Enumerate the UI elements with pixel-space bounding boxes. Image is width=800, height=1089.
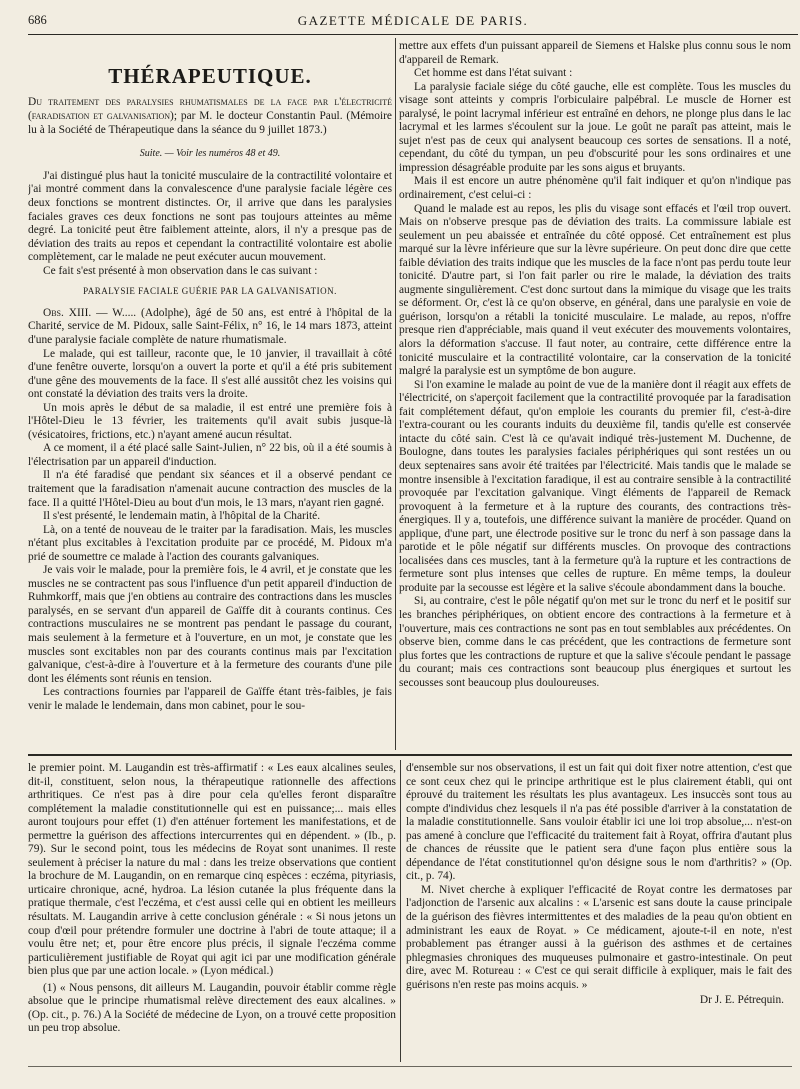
paragraph: Là, on a tenté de nouveau de le traiter par la faradisation. Mais, les muscles n'étant plus excitables à l'excitation produite par ce procédé, M. Pidoux m'a prié de soumettre ce malade à l'action des courants galvaniques.: [28, 523, 392, 563]
column-2: [399, 40, 791, 752]
article-subtitle: [28, 96, 392, 137]
paragraph: Si l'on examine le malade au point de vue de la manière dont il réagit aux effets de l'électricité, on s'aperçoit facilement que la contractilité provoquée par la faradisation fait complétement défaut, qu'on emploie les courants du premier fil, c'est-à-dire l'extra-courant ou les courants induits du deuxième fil, tandis qu'elle est conservée intacte du côté sain. C'est là ce qu'avait indiqué très-justement M. Duchenne, de Boulogne, dans toutes les paralysies faciales périphériques qui sont restées un ou deux septenaires sans avoir été traitées par l'électricité. Mais tandis que le malade se montre insensible à l'excitation faradique, il est au contraire sensible à la contractilité provoquée par l'excitation galvanique. Vingt éléments de l'appareil de Remack provoquent à la fermeture et à la rupture des courants, des contractions très-énergiques. Il y a, toutefois, une différence suivant la manière de procéder. Quand on applique, d'une part, une électrode positive sur le tronc du nerf à son passage dans la parotide et le pôle négatif sur différents muscles. On provoque des contractions localisées dans ces muscles, tant à la fermeture qu'à la rupture et les contractions de fermeture sont plus intenses que celles de rupture. En même temps, la douleur produite par la secousse est légère et la salive s'écoule abondamment dans la bouche.: [399, 378, 791, 594]
paragraph: Il s'est présenté, le lendemain matin, à l'hôpital de la Charité.: [43, 510, 321, 523]
paragraph: La paralysie faciale siége du côté gauche, elle est complète. Tous les muscles du visage sont atteints y compris l'orbiculaire palpébral. Le muscle de Horner est paralysé, le point lacrymal inférieur est entraîné en dehors, ne plonge plus dans le lac lacrymal et les larmes s'écoulent sur la joue. Le goût ne paraît pas atteint, mais le sujet n'est pas de ceux qui analysent beaucoup ces sortes de sensations. Il a noté, cependant, du côté du tympan, un peu d'obscurité pour les sons ordinaires et une impression désagréable produite par les sons aigus et bruyants.: [399, 80, 791, 174]
page-number: 686: [28, 13, 47, 27]
section-title: THÉRAPEUTIQUE.: [108, 64, 312, 88]
paragraph: Si, au contraire, c'est le pôle négatif qu'on met sur le tronc du nerf et le positif sur les branches périphériques, on obtient encore des contractions à la fermeture et à l'ouverture, mais ces contractions ne sont pas en tout semblables aux précédentes. On observe bien, comme dans le cas précédent, que les contractions de fermeture sont plus fortes que les contractions de rupture et que la salive s'écoule pendant le passage du courant; mais ces contractions sont beaucoup plus énergiques et surtout les secousses sont beaucoup plus douloureuses.: [399, 595, 791, 689]
paragraph: Un mois après le début de sa maladie, il est entré une première fois à l'Hôtel-Dieu le 13 février, les traitements qu'il avait subis jusque-là (vésicatoires, frictions, etc.) n'ayant amené aucun résultat.: [28, 401, 392, 441]
paragraph: le premier point. M. Laugandin est très-affirmatif : « Les eaux alcalines seules, dit-il, constituent, selon nous, la thérapeutique rationnelle des affections arthritiques. Ce n'est pas à dire pour cela qu'elles feront disparaître complétement la maladie constitutionnelle qui est en puissance;... mais elles auront toujours pour effet (1) d'en atténuer fortement les manifestations, et de permettre la guérison des affections intercurrentes qui en dépendent. » (Ib., p. 79). Sur le second point, tous les médecins de Royat sont unanimes. Il reste seulement à préciser la nature du mal : dans les treize observations que contient la brochure de M. Laugandin, on en remarque cinq espèces : eczéma, pityriasis, urticaire chronique, acné, hydroa. La lésion cutanée la plus fréquente dans la pratique thermale, c'est l'eczéma, et c'est aussi celle qui en obtient les meilleurs résultats. M. Laugandin arrive à cette conclusion générale : « Si nous jetons un coup d'œil pour prétendre formuler une doctrine à l'abri de toute attaque; il a voulu être net; et, pour être encore plus précis, il signale l'eczéma comme particulièrement justifiable de Royat qui agit ici par une modification générale bien plus que par une action locale. » (Lyon médical.): [28, 762, 396, 978]
column-divider: [395, 38, 396, 750]
paragraph: Quand le malade est au repos, les plis du visage sont effacés et l'œil trop ouvert. Mais on n'observe presque pas de déviation des traits. La commissure labiale est seulement un peu abaissée et entraînée du côté opposé. Cet entraînement est plus marqué sur la lèvre inférieure que sur la lèvre supérieure. On peut donc dire que cette faible déviation des traits indique que les muscles de la face n'ont pas perdu toute leur tonicité. D'autre part, si l'on fait parler ou rire le malade, la déviation des traits augmente singulièrement. C'est donc surtout dans la mimique du visage que les traits se déforment. Or, c'est là ce qu'on observe, en général, dans une paralysie en voie de guérison, lorsqu'on a rétabli la tonicité musculaire. Le malade, au repos, n'offre presque rien d'appréciable, mais quand il veut exécuter des mouvements volontaires, alors la déformation s'accuse. Il faut noter, au contraire, cette différence entre la tonicité musculaire et la contractilité volontaire, car la conservation de la tonicité malgré la paralysie est un symptôme de bon augure.: [399, 202, 791, 378]
column-1: [28, 40, 392, 752]
continuation-note: Suite. — Voir les numéros 48 et 49.: [139, 148, 281, 160]
paragraph: Le malade, qui est tailleur, raconte que, le 10 janvier, il travaillait à côté d'une fenêtre ouverte, lorsqu'on a ouvert la porte et qu'il a été pris subitement d'une gêne des mouvements de la face. Il s'est allé aussitôt chez les voisins qui ont constaté la déviation des traits vers la droite.: [28, 347, 392, 401]
case-caption: PARALYSIE FACIALE GUÉRIE PAR LA GALVANISATION.: [83, 286, 337, 297]
column-4: [406, 762, 792, 1062]
paragraph: A ce moment, il a été placé salle Saint-Julien, n° 22 bis, où il a été soumis à l'électrisation par un appareil d'induction.: [28, 442, 392, 468]
paragraph: Ce fait s'est présenté à mon observation dans le cas suivant :: [43, 264, 318, 277]
page-header: [28, 10, 798, 35]
paragraph: Mais il est encore un autre phénomène qu'il fait indiquer et qu'on n'indique pas ordinairement, c'est celui-ci :: [399, 175, 791, 202]
paragraph: mettre aux effets d'un puissant appareil de Siemens et Halske plus connu sous le nom d'appareil de Remark.: [399, 40, 791, 66]
observation-label: Obs. XIII.: [43, 306, 92, 319]
journal-title: GAZETTE MÉDICALE DE PARIS.: [297, 13, 529, 28]
article-subtitle-lead: Du traitement des paralysies rhumatismales de la face par l'électricité (faradisation et galvanisation);: [28, 96, 392, 122]
author-signature: Dr J. E. Pétrequin.: [699, 994, 784, 1007]
paragraph: Je vais voir le malade, pour la première fois, le 4 avril, et je constate que les muscles ne se contractent pas sous l'influence d'un petit appareil d'induction de Ruhmkorff, mais que j'en obtiens au contraire des contractions dans les muscles paralysés, en se servant d'un appareil de Gaïffe dit à courants continus. Ces contractions musculaires ne se montrent pas pendant le passage du courant, mais seulement à la fermeture et à l'ouverture, en un mot, je constate que les muscles sont excitables non par des courants continus mais par l'excitation galvanique, c'est-à-dire à l'ouverture et à la fermeture des courants d'une pile dont les éléments sont réunis en tension.: [28, 564, 392, 685]
column-3: [28, 762, 396, 1062]
observation-paragraph: [28, 307, 392, 348]
bottom-rule: [28, 1066, 792, 1067]
paragraph: J'ai distingué plus haut la tonicité musculaire de la contractilité volontaire et j'ai montré comment dans la convalescence d'une paralysie faciale légère ces deux fonctions se montrent distinctes. Or, il arrive que dans les paralysies faciales graves ces deux fonctions ne sont pas toujours atteintes au même degré. La tonicité peut être faiblement atteinte, alors, il n'y a presque pas de déviation des traits au repos et cependant la contractilité volontaire est abolie complètement, car le malade ne peut exécuter aucun mouvement.: [28, 169, 392, 264]
observation-text: — W..... (Adolphe), âgé de 50 ans, est entré à l'hôpital de la Charité, service de M. Pidoux, salle Saint-Félix, n° 16, le 14 mars 1873, atteint d'une paralysie faciale complète de nature rhumatismale.: [28, 306, 392, 346]
paragraph: Cet homme est dans l'état suivant :: [414, 67, 573, 80]
article-subtitle-rest: par M. le docteur Constantin Paul. (Mémoire lu à la Société de Thérapeutique dans la séance du 9 juillet 1873.): [28, 109, 392, 136]
paragraph: Les contractions fournies par l'appareil de Gaïffe étant très-faibles, je fais venir le malade le lendemain, dans mon cabinet, pour le sou-: [28, 686, 392, 712]
feuilleton-divider: [28, 754, 792, 756]
column-divider: [400, 760, 401, 1062]
paragraph: M. Nivet cherche à expliquer l'efficacité de Royat contre les dermatoses par l'adjonction de l'arsenic aux alcalins : « L'arsenic est sans doute la cause principale de la guérison des fièvres intermittentes et des maladies de la peau qu'on obtient en administrant les eaux de Royat. » Ce médicament, ajoute-t-il en note, n'est probablement pas étranger aussi à la guérison des asthmes et de certaines phlegmasies chroniques des muqueuses pulmonaire et gastro-intestinale. On peut dire, avec M. Rotureau : « C'est ce qui serait difficile à expliquer, mais le fait des guérisons n'en reste pas moins acquis. »: [406, 883, 792, 991]
footnote: (1) « Nous pensons, dit ailleurs M. Laugandin, pouvoir établir comme règle absolue que le principe rhumatismal relève directement des eaux alcalines. » (Op. cit., p. 76.) A la Société de médecine de Lyon, on a trouvé cette proposition un peu trop absolue.: [28, 981, 396, 1035]
paragraph: Il n'a été faradisé que pendant six séances et il a observé pendant ce traitement que la faradisation n'amenait aucune contraction des muscles de la face. Il a quitté l'Hôtel-Dieu au bout d'un mois, le 13 mars, n'ayant rien gagné.: [28, 469, 392, 509]
paragraph: d'ensemble sur nos observations, il est un fait qui doit fixer notre attention, c'est que ce sont ceux chez qui le principe arthritique est le plus clairement établi, qui ont éprouvé du traitement les résultats les plus avantageux. Les insuccès sont tous au compte d'individus chez lesquels il n'a pas été possible d'arriver à la constatation de la maladie constitutionnelle. Sans vouloir établir ici une loi trop absolue,... n'est-on pas amené à conclure que l'efficacité du traitement fait à Royat, offrira d'autant plus de chances de réussite que le patient sera d'une façon plus entière sous la dépendance de l'état constitutionnel qu'on désigne sous le nom d'arthritis? » (Op. cit., p. 74).: [406, 762, 792, 883]
